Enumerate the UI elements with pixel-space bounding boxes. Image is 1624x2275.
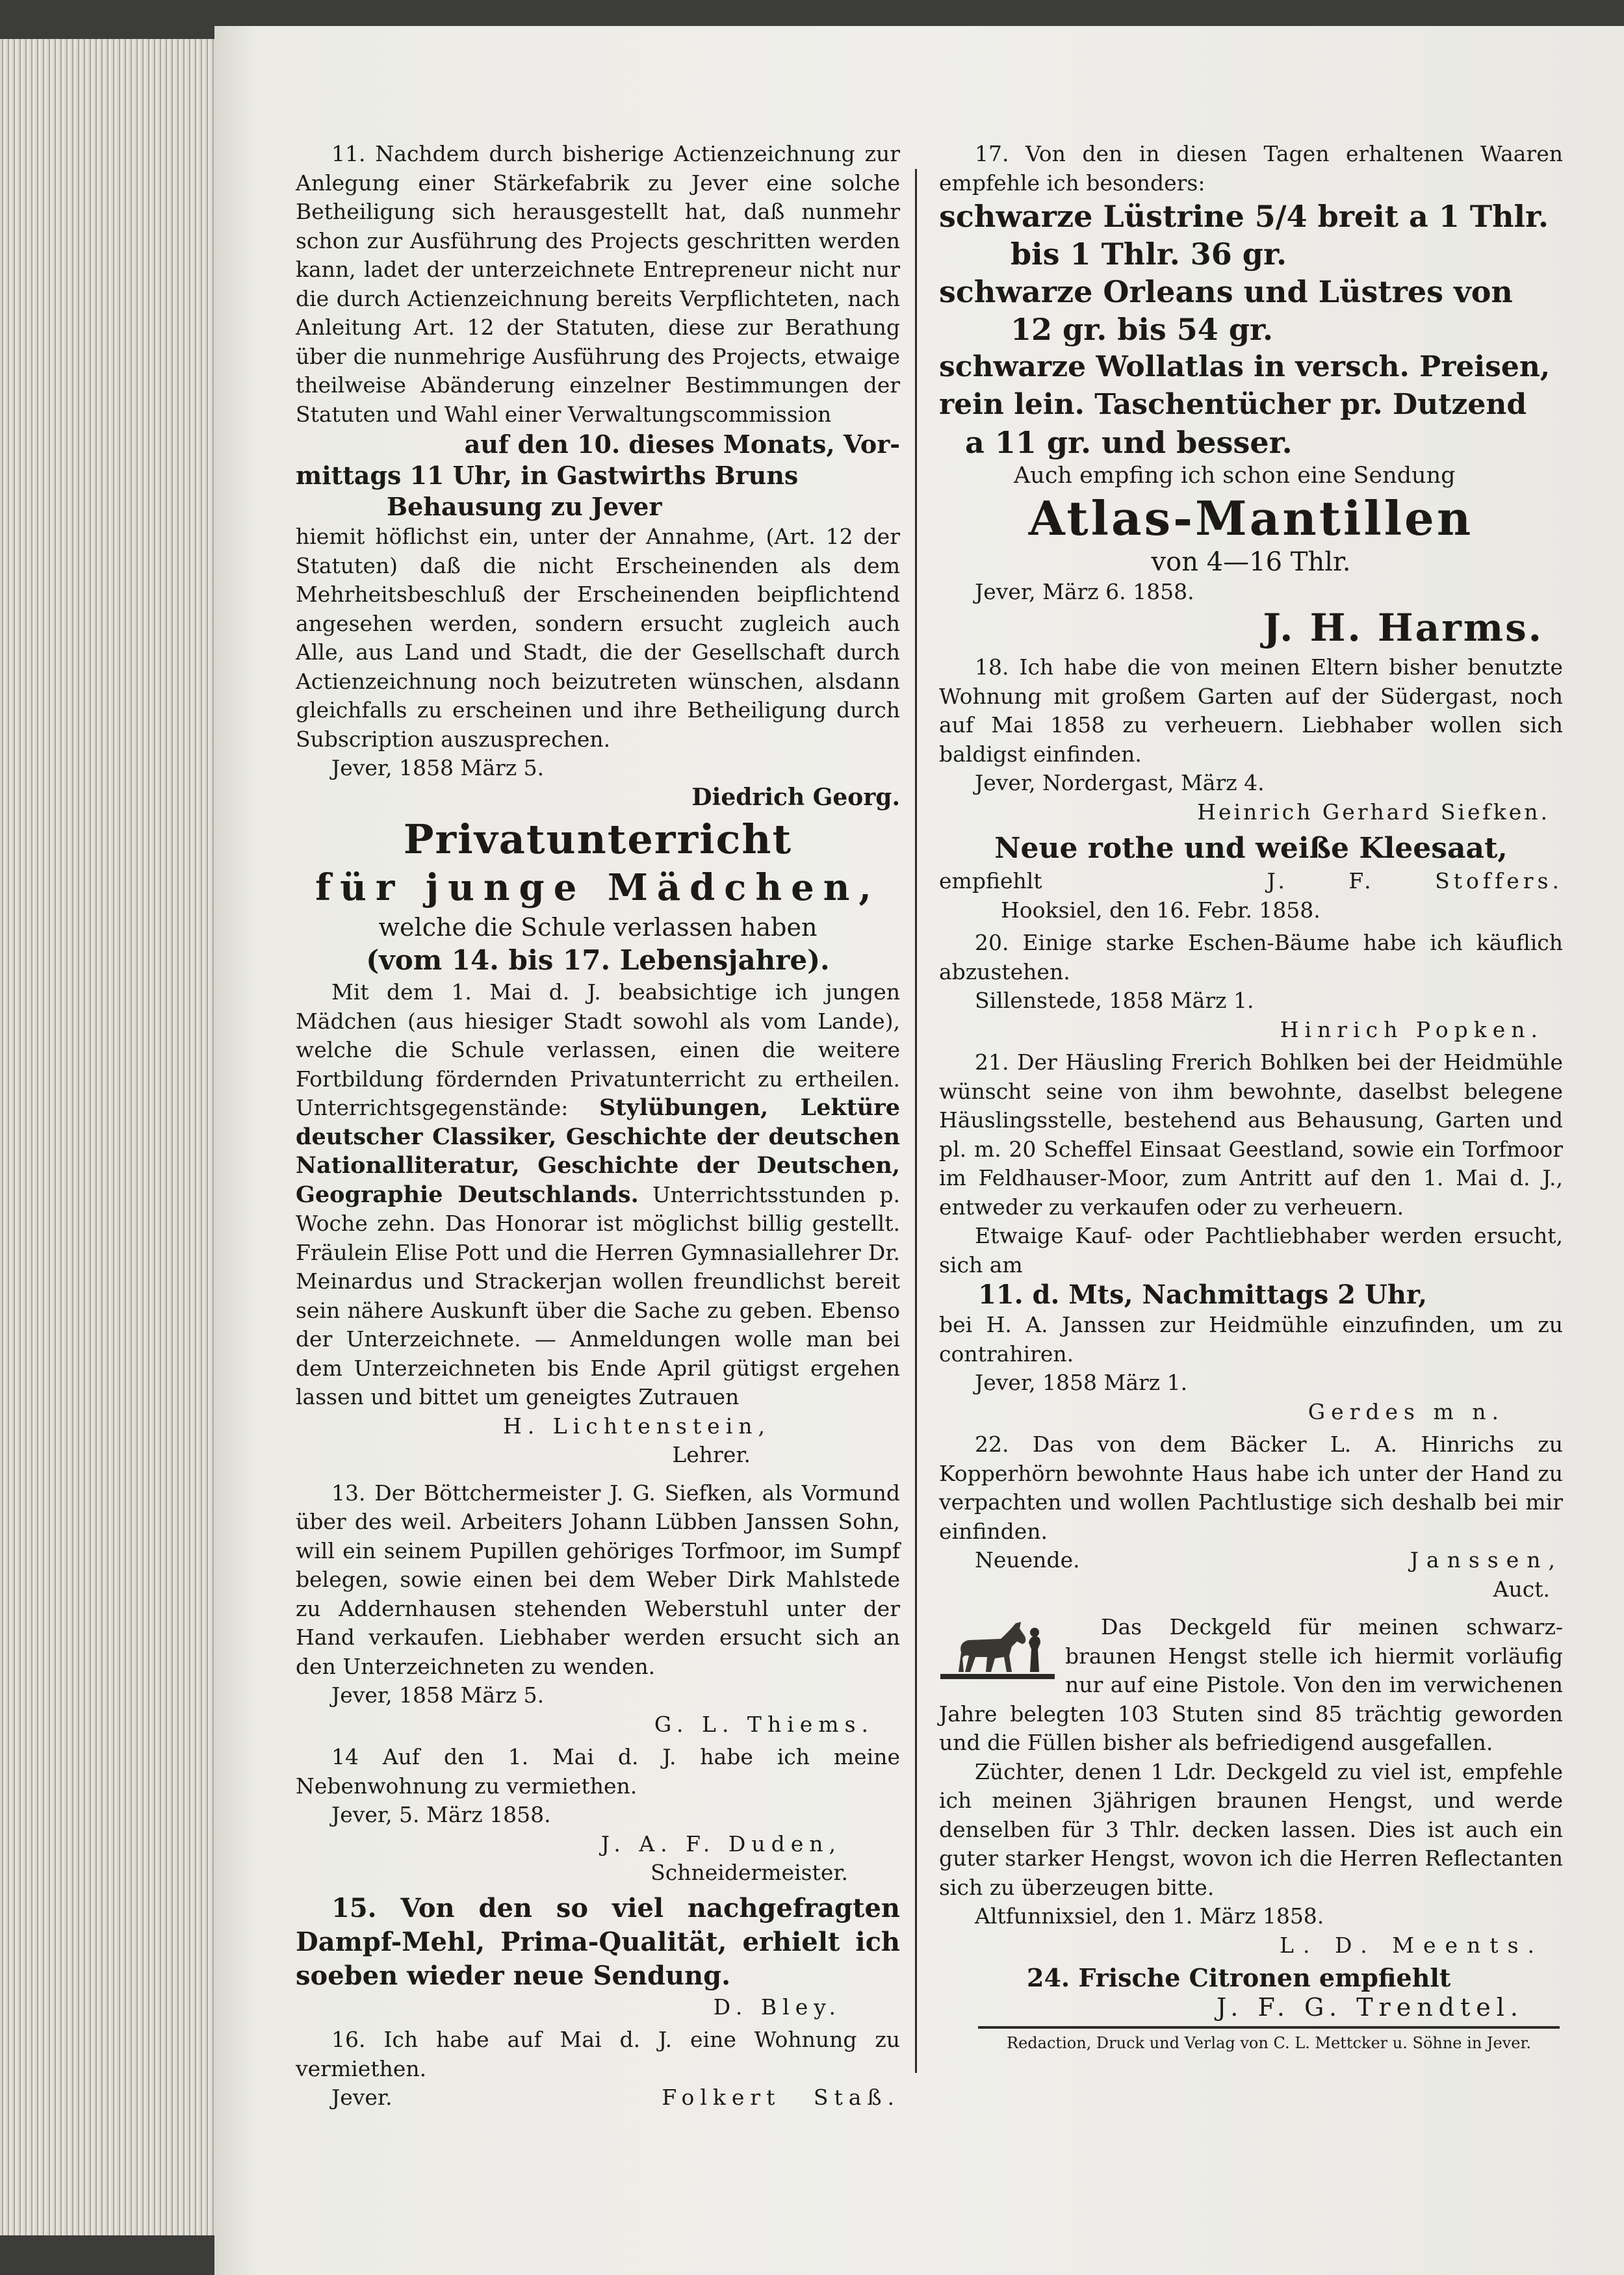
footer-rule	[978, 2026, 1560, 2029]
advert-17-line-2: bis 1 Thlr. 36 gr.	[1011, 237, 1287, 272]
advert-17-line-3: schwarze Orleans und Lüstres von	[939, 274, 1513, 309]
advert-20-date: Sillenstede, 1858 März 1.	[975, 988, 1254, 1013]
advert-11-text-2: hiemit höflichst ein, unter der Annahme, (Art. 12 der Statuten) daß die nicht Erscheinenden als dem Mehrheitsbeschluß der Erscheinenden beipflichtend angesehen werden, sondern ersucht zugleich auch Alle, aus Land und Stadt, die der Gesellschaft durch Actienzeichnung noch beizutreten wünschen, alsdann gleichfalls zu erscheinen und ihre Betheiligung durch Subscription auszusprechen.	[296, 524, 900, 752]
advert-12	[296, 816, 900, 1470]
advert-11-date: Jever, 1858 März 5.	[331, 755, 545, 780]
advert-21-text-3: bei H. A. Janssen zur Heidmühle einzufinden, um zu contrahiren.	[939, 1312, 1563, 1367]
advert-12-signature: H. Lichtenstein,	[502, 1413, 771, 1439]
advert-23-signature: L. D. Meents.	[1280, 1932, 1543, 1958]
advert-12-heading-3: welche die Schule verlassen haben	[378, 913, 818, 942]
advert-22-signature: Janssen,	[1410, 1547, 1563, 1573]
advert-15	[296, 1892, 900, 2022]
advert-19-heading: Neue rothe und weiße Kleesaat,	[994, 832, 1508, 865]
advert-15-signature: D. Bley.	[713, 1994, 842, 2020]
advert-19-recommender: J. F. Stoffers.	[1267, 868, 1563, 893]
advert-21-bold-line: 11. d. Mts, Nachmittags 2 Uhr,	[978, 1279, 1427, 1310]
advert-17-date: Jever, März 6. 1858.	[975, 578, 1194, 604]
advert-15-text: 15. Von den so viel nachgefragten Dampf-Mehl, Prima-Qualität, erhielt ich soeben wieder neue Sendung.	[296, 1892, 900, 1991]
advert-14-signature: J. A. F. Duden,	[600, 1831, 842, 1857]
advert-20-signature: Hinrich Popken.	[1280, 1016, 1543, 1042]
advert-21	[939, 1048, 1563, 1426]
advert-14-title: Schneidermeister.	[651, 1860, 848, 1885]
advert-13-date: Jever, 1858 März 5.	[331, 1682, 545, 1708]
book-page-edges	[0, 39, 216, 2235]
advert-17-signature: J. H. Harms.	[1263, 606, 1543, 650]
advert-21-text: 21. Der Häusling Frerich Bohlken bei der Heidmühle wünscht seine von ihm bewohnte, daselbst belegene Häuslingsstelle, bestehend aus Behausung, Garten und pl. m. 20 Scheffel Einsaat Geestland, sowie ein Torfmoor im Feldhauser-Moor, zum Antritt auf den 1. Mai d. J., entweder zu verkaufen oder zu verheuern.	[939, 1049, 1563, 1220]
advert-16-text: 16. Ich habe auf Mai d. J. eine Wohnung zu vermiethen.	[296, 2027, 900, 2081]
advert-17-line-8: Auch empfing ich schon eine Sendung	[1014, 463, 1456, 489]
advert-11-signature: Diedrich Georg.	[691, 783, 900, 811]
advert-18-date: Jever, Nordergast, März 4.	[975, 770, 1265, 795]
advert-16-signature: Folkert Staß.	[662, 2085, 900, 2110]
advert-24-text: 24. Frische Citronen empfiehlt	[1027, 1963, 1451, 1992]
advert-20-text: 20. Einige starke Eschen-Bäume habe ich käuflich abzustehen.	[939, 930, 1563, 984]
advert-14-date: Jever, 5. März 1858.	[331, 1802, 551, 1827]
advert-12-text-b: Unterrichtsstunden p. Woche zehn. Das Honorar ist möglichst billig gestellt. Fräulein Elise Pott und die Herren Gymnasiallehrer Dr. Meinardus und Strackerjan wollen freundlichst bereit sein nähere Auskunft über die Sache zu geben. Ebenso der Unterzeichnete. — Anmeldungen wolle man bei dem Unterzeichneten bis Ende April gütigst ergehen lassen und bittet um geneigtes Zutrauen	[296, 1181, 900, 1409]
horse-woodcut-icon	[939, 1617, 1056, 1682]
advert-18	[939, 653, 1563, 827]
advert-21-text-2: Etwaige Kauf- oder Pachtliebhaber werden ersucht, sich am	[939, 1223, 1563, 1278]
advert-23-text-2: Züchter, denen 1 Ldr. Deckgeld zu viel ist, empfehle ich meinen 3jährigen braunen Hengst, und werde denselben für 3 Thlr. decken lassen. Dies ist auch ein guter starker Hengst, wovon ich die Herren Reflectanten sich zu überzeugen bitte.	[939, 1758, 1563, 1900]
right-column	[939, 140, 1563, 2025]
advert-23-date: Altfunnixsiel, den 1. März 1858.	[975, 1903, 1324, 1929]
advert-12-heading-2: für junge Mädchen,	[315, 866, 881, 909]
advert-24	[939, 1964, 1563, 2022]
advert-24-signature: J. F. G. Trendtel.	[1217, 1992, 1524, 2022]
advert-20	[939, 929, 1563, 1044]
advert-17	[939, 140, 1563, 649]
advert-14	[296, 1743, 900, 1888]
advert-16	[296, 2025, 900, 2113]
advert-13-signature: G. L. Thiems.	[654, 1711, 874, 1737]
advert-11-bold-line-3: Behausung zu Jever	[387, 492, 662, 521]
advert-17-line-1: schwarze Lüstrine 5/4 breit a 1 Thlr.	[939, 199, 1549, 234]
advert-11-bold-line-2: mittags 11 Uhr, in Gastwirths Bruns	[296, 461, 799, 490]
advert-22-title: Auct.	[1493, 1576, 1550, 1602]
advert-17-heading: Atlas-Mantillen	[1028, 490, 1474, 546]
advert-14-text: 14 Auf den 1. Mai d. J. habe ich meine Nebenwohnung zu vermiethen.	[296, 1744, 900, 1799]
advert-22-place: Neuende.	[975, 1547, 1080, 1573]
advert-12-subjects: Stylübungen, Lektüre deutscher Classiker, Geschichte der deutschen Nationalliteratur, Geschichte der Deutschen, Geographie Deutschlands.	[296, 1094, 900, 1208]
advert-17-intro: 17. Von den in diesen Tagen erhaltenen Waaren empfehle ich besonders:	[939, 141, 1563, 196]
advert-16-footer-line	[296, 2083, 900, 2113]
advert-17-price: von 4—16 Thlr.	[1151, 546, 1351, 577]
advert-21-signature: Gerdes m n.	[1308, 1398, 1504, 1424]
advert-11	[296, 140, 900, 812]
advert-19-recommend-line	[939, 867, 1563, 896]
advert-22-text: 22. Das von dem Bäcker L. A. Hinrichs zu Kopperhörn bewohnte Haus habe ich unter der Hand zu verpachten und wollen Pachtlustige sich deshalb bei mir einfinden.	[939, 1432, 1563, 1544]
advert-23-text: Das Deckgeld für meinen schwarz-braunen Hengst stelle ich hiermit vorläufig nur auf eine Pistole. Von den im verwichenen Jahre belegten 103 Stuten sind 85 trächtig geworden und die Füllen bisher als befriedigend ausgefallen.	[939, 1614, 1563, 1755]
advert-13-text: 13. Der Böttchermeister J. G. Siefken, als Vormund über des weil. Arbeiters Johann Lübben Janssen Sohn, will ein seinem Pupillen gehöriges Torfmoor, im Sumpf belegen, sowie einen bei dem Weber Dirk Mahlstede zu Addernhausen stehenden Weberstuhl unter der Hand verkaufen. Liebhaber werden ersucht sich an den Unterzeichneten zu wenden.	[296, 1480, 900, 1679]
column-divider	[915, 169, 917, 2073]
advert-18-signature: Heinrich Gerhard Siefken.	[1197, 799, 1550, 825]
advert-22-sig-line	[939, 1546, 1563, 1575]
advert-11-text: 11. Nachdem durch bisherige Actienzeichnung zur Anlegung einer Stärkefabrik zu Jever eine solche Betheiligung sich herausgestellt hat, daß nunmehr schon zur Ausführung des Projects geschritten werden kann, ladet der unterzeichnete Entrepreneur nicht nur die durch Actienzeichnung bereits Verpflichteten, nach Anleitung Art. 12 der Statuten, diese zur Berathung über die nunmehrige Ausführung des Projects, etwaige theilweise Abänderung einzelner Bestimmungen der Statuten und Wahl einer Verwaltungscommission	[296, 141, 900, 427]
advert-16-place: Jever.	[331, 2085, 393, 2110]
advert-19	[939, 830, 1563, 925]
imprint-footer: Redaction, Druck und Verlag von C. L. Mettcker u. Söhne in Jever.	[1007, 2034, 1531, 2052]
advert-17-line-6: rein lein. Taschentücher pr. Dutzend	[939, 388, 1527, 421]
advert-19-date: Hooksiel, den 16. Febr. 1858.	[1001, 897, 1321, 923]
advert-17-line-4: 12 gr. bis 54 gr.	[1011, 312, 1274, 347]
advert-11-bold-line-1: auf den 10. dieses Monats, Vor-	[464, 430, 900, 459]
advert-12-heading-4: (vom 14. bis 17. Lebensjahre).	[366, 944, 830, 976]
advert-21-date: Jever, 1858 März 1.	[975, 1370, 1188, 1395]
advert-12-text-a-content: Mit dem 1. Mai d. J. beabsichtige ich jungen Mädchen (aus hiesiger Stadt sowohl als vom Lande), welche die Schule verlassen, einen die weitere Fortbildung fördernden Privatunterricht zu ertheilen. Unterrichtsgegenstände:	[296, 979, 900, 1120]
advert-22	[939, 1430, 1563, 1604]
left-column	[296, 140, 900, 2116]
advert-13	[296, 1479, 900, 1740]
advert-17-line-5: schwarze Wollatlas in versch. Preisen,	[939, 350, 1551, 383]
advert-12-text-a	[296, 978, 900, 1412]
advert-23	[939, 1613, 1563, 1960]
advert-19-recommender-prefix: empfiehlt	[939, 868, 1042, 893]
advert-17-line-7: a 11 gr. und besser.	[965, 425, 1293, 460]
advert-12-title: Lehrer.	[672, 1442, 751, 1467]
advert-12-heading-1: Privatunterricht	[403, 816, 793, 863]
advert-18-text: 18. Ich habe die von meinen Eltern bisher benutzte Wohnung mit großem Garten auf der Südergast, noch auf Mai 1858 zu verheuern. Liebhaber wollen sich baldigst einfinden.	[939, 654, 1563, 767]
